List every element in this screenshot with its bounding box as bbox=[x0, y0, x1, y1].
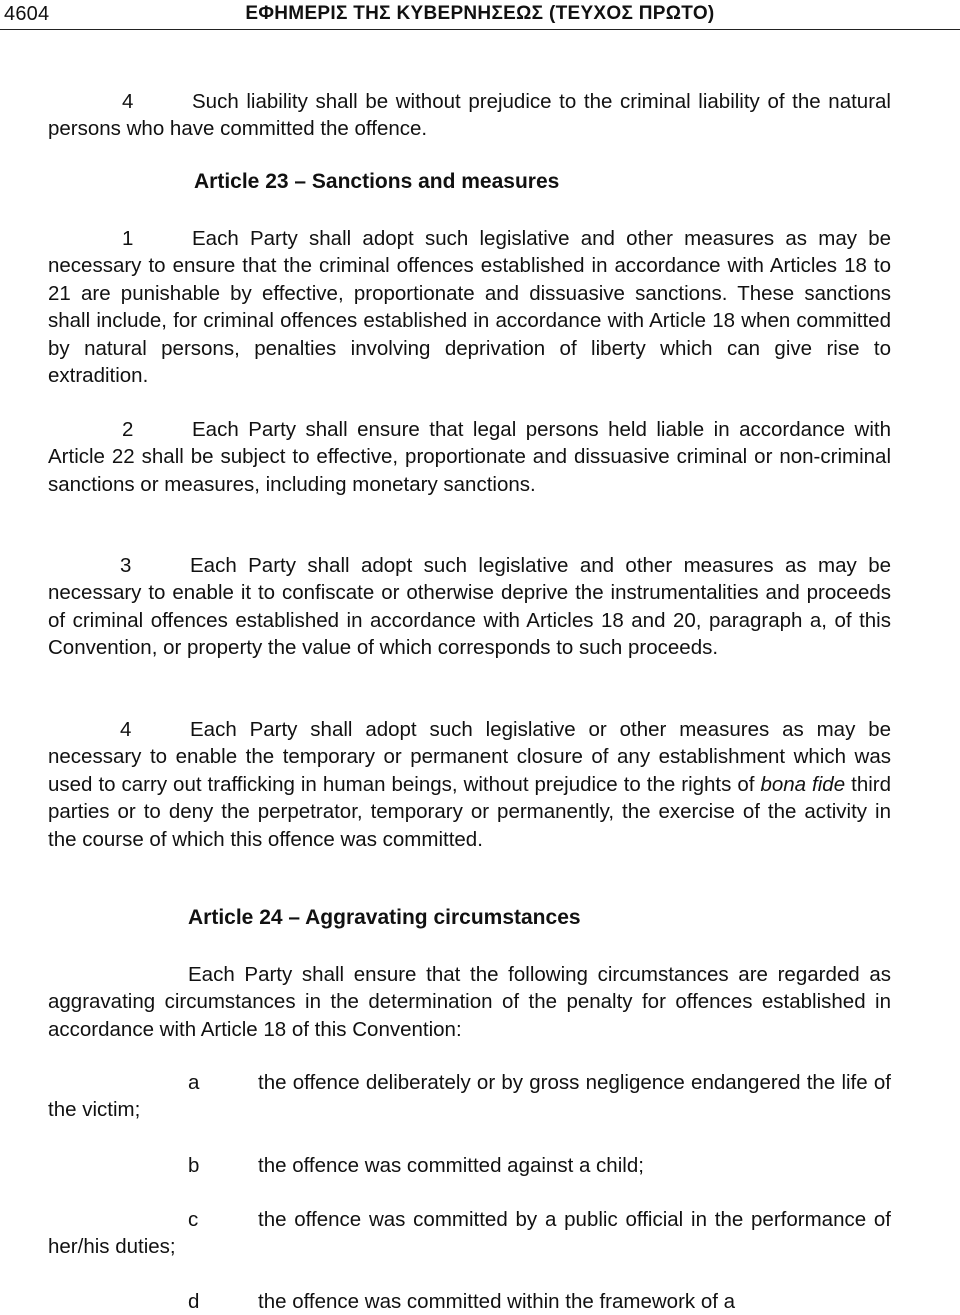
paragraph-text-before: Each Party shall adopt such legislative or other measures as may be necessary to enable the temporary or permanent closure of any establishment which was used to carry out trafficking in human beings, without prejudice to the rights of bbox=[48, 718, 891, 796]
paragraph-number: 4 bbox=[122, 90, 134, 113]
paragraph-text: Each Party shall adopt such legislative and other measures as may be necessary to ensure that the criminal offences established in accordance with Articles 18 to 21 are punishable by effective, proportionate and dissuasive sanctions. These sanctions shall include, for criminal offences established in accordance with Article 18 when committed by natural persons, penalties involving deprivation of liberty which can give rise to extradition. bbox=[48, 227, 891, 388]
paragraph-text: Such liability shall be without prejudice to the criminal liability of the natural persons who have committed the offence. bbox=[48, 90, 891, 141]
article-23-heading: Article 23 – Sanctions and measures bbox=[194, 170, 560, 193]
article-23-paragraph-4 bbox=[48, 716, 891, 853]
paragraph-number: 2 bbox=[122, 418, 134, 441]
item-letter: a bbox=[188, 1071, 200, 1094]
list-item bbox=[48, 1206, 891, 1261]
item-text: the offence deliberately or by gross negligence endangered the life of the victim; bbox=[48, 1071, 891, 1122]
item-text: the offence was committed by a public official in the performance of her/his duties; bbox=[48, 1208, 891, 1259]
paragraph-number: 1 bbox=[122, 227, 134, 250]
page-number: 4604 bbox=[4, 3, 50, 25]
item-letter: d bbox=[188, 1290, 200, 1313]
journal-title: ΕΦΗΜΕΡΙΣ ΤΗΣ ΚΥΒΕΡΝΗΣΕΩΣ (ΤΕΥΧΟΣ ΠΡΩΤΟ) bbox=[245, 3, 715, 24]
item-text: the offence was committed within the framework of a bbox=[258, 1290, 736, 1313]
paragraph-text: Each Party shall adopt such legislative and other measures as may be necessary to enable it to confiscate or otherwise deprive the instrumentalities and proceeds of criminal offences established in accordance with Articles 18 and 20, paragraph a, of this Convention, or property the value of which corresponds to such proceeds. bbox=[48, 554, 891, 660]
item-text: the offence was committed against a child; bbox=[258, 1154, 644, 1177]
list-item bbox=[48, 1069, 891, 1124]
paragraph-text: Each Party shall ensure that legal persons held liable in accordance with Article 22 shall be subject to effective, proportionate and dissuasive criminal or non-criminal sanctions or measures, including monetary sanctions. bbox=[48, 418, 891, 496]
item-letter: c bbox=[188, 1208, 199, 1231]
article-24-heading: Article 24 – Aggravating circumstances bbox=[188, 906, 581, 929]
paragraph-number: 4 bbox=[120, 718, 132, 741]
article-24-intro bbox=[48, 961, 891, 1043]
list-item bbox=[48, 1288, 891, 1315]
paragraph-number: 3 bbox=[120, 554, 132, 577]
paragraph-text-after: third parties or to deny the perpetrator, temporary or permanently, the exercise of the activity in the course of which this offence was committed. bbox=[48, 772, 892, 851]
article-23-paragraph-1 bbox=[48, 225, 891, 389]
italic-term: bona fide bbox=[760, 772, 846, 796]
article-23-paragraph-2 bbox=[48, 416, 891, 498]
list-item bbox=[48, 1152, 891, 1179]
paragraph-prev-4 bbox=[48, 88, 891, 143]
item-letter: b bbox=[188, 1154, 200, 1177]
paragraph-text: Each Party shall ensure that the following circumstances are regarded as aggravating circumstances in the determination of the penalty for offences established in accordance with Article 18 of this Convention: bbox=[48, 963, 891, 1041]
article-23-paragraph-3 bbox=[48, 552, 891, 662]
page-header bbox=[0, 0, 960, 30]
